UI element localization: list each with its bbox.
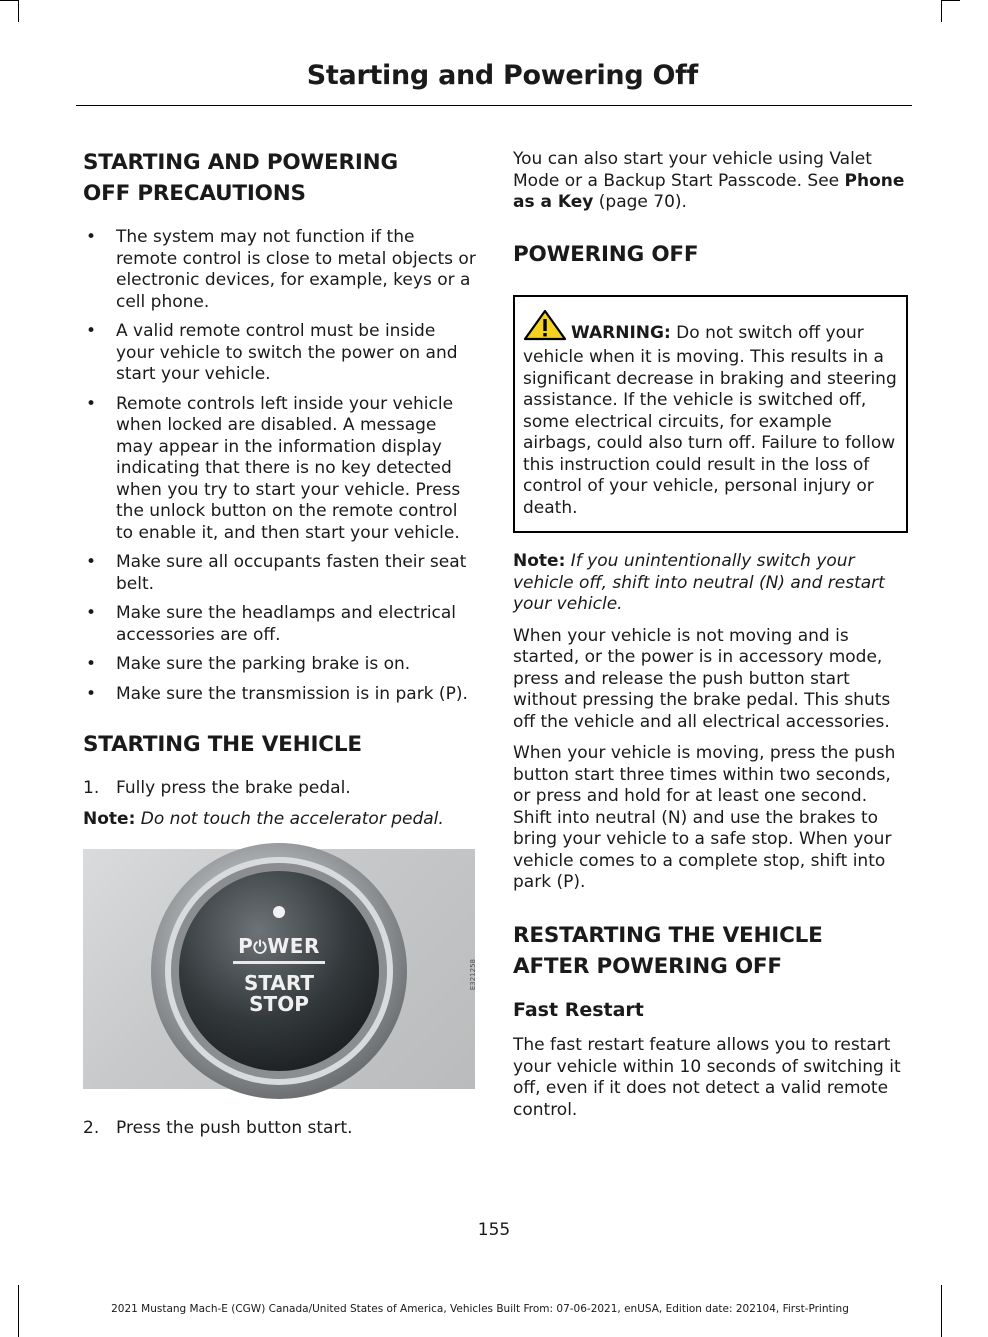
- note-label: Note:: [513, 551, 566, 571]
- intro-paragraph: You can also start your vehicle using Valet Mode or a Backup Start Passcode. See Phone as a Key (page 70).: [513, 149, 905, 212]
- list-item: • A valid remote control must be inside your vehicle to switch the power on and start your vehicle.: [83, 321, 478, 386]
- page-number: 155: [477, 1220, 511, 1240]
- list-item: • Make sure the transmission is in park (P).: [83, 684, 478, 706]
- crop-mark: [18, 0, 19, 22]
- note: [83, 809, 478, 831]
- restarting-heading-line1: RESTARTING THE VEHICLE: [513, 922, 823, 948]
- left-column: [83, 143, 478, 1140]
- warning-triangle-icon: [523, 309, 567, 348]
- precautions-heading-line1: STARTING AND POWERING: [83, 150, 398, 175]
- precautions-heading: [83, 147, 478, 209]
- start-label: START: [243, 971, 315, 995]
- crop-mark: [0, 0, 18, 1]
- list-item: • The system may not function if the remote control is close to metal objects or electronic devices, for example, keys or a cell phone.: [83, 227, 478, 313]
- page-title: Starting and Powering Off: [306, 60, 698, 91]
- crop-mark: [942, 0, 960, 1]
- step-text: Press the push button start.: [116, 1118, 353, 1138]
- paragraph-not-moving: When your vehicle is not moving and is started, or the power is in accessory mode, press and release the push button start without pressing the brake pedal. This shuts off the vehicle and all electrical accessories.: [513, 625, 891, 732]
- step-text: Fully press the brake pedal.: [116, 778, 351, 798]
- note: [513, 551, 908, 616]
- powering-off-heading: POWERING OFF: [513, 241, 699, 267]
- step-number: 2.: [83, 1118, 100, 1138]
- image-code: E321258: [469, 959, 477, 991]
- warning-text: Do not switch off your vehicle when it is moving. This results in a significant decrease in braking and steering assistance. If the vehicle is switched off, some electrical circuits, for example airbags, could also turn off. Failure to follow this instruction could result in the loss of control of your vehicle, personal injury or death.: [523, 322, 897, 518]
- note-label: Note:: [83, 808, 136, 829]
- precautions-list: [83, 227, 478, 705]
- right-column: [513, 149, 908, 1121]
- fast-restart-heading: Fast Restart: [513, 998, 644, 1021]
- push-button-start-image: [83, 849, 475, 1089]
- restarting-heading-line2: AFTER POWERING OFF: [513, 953, 782, 979]
- starting-heading: STARTING THE VEHICLE: [83, 732, 362, 757]
- header-rule: [76, 105, 912, 106]
- power-icon: ⏻: [253, 938, 268, 958]
- warning-label: WARNING:: [571, 322, 671, 343]
- paragraph-moving: When your vehicle is moving, press the push button start three times within two seconds, or press and hold for at least one second. Shift into neutral (N) and use the brakes to bring your vehicle to a safe stop. When your vehicle comes to a complete stop, shift into park (P).: [513, 743, 896, 892]
- stop-label: STOP: [249, 992, 309, 1016]
- list-item: • Make sure the headlamps and electrical accessories are off.: [83, 603, 478, 646]
- list-item: • Make sure all occupants fasten their seat belt.: [83, 552, 478, 595]
- power-label: P⏻WER: [238, 934, 320, 958]
- push-button-illustration: [83, 849, 475, 1089]
- restarting-heading: [513, 920, 908, 982]
- fast-restart-paragraph: The fast restart feature allows you to restart your vehicle within 10 seconds of switching it off, even if it does not detect a valid remote control.: [513, 1035, 901, 1120]
- warning-box: [513, 295, 908, 534]
- footer: 2021 Mustang Mach-E (CGW) Canada/United States of America, Vehicles Built From: 07-06-2021, enUSA, Edition date: 202104, First-Printing: [111, 1303, 849, 1315]
- note-text: Do not touch the accelerator pedal.: [140, 808, 444, 829]
- note-text: If you unintentionally switch your vehicle off, shift into neutral (N) and restart your vehicle.: [513, 551, 885, 614]
- crop-mark: [941, 0, 942, 22]
- precautions-heading-line2: OFF PRECAUTIONS: [83, 181, 306, 206]
- step-2: [83, 1118, 478, 1140]
- phone-as-key-link[interactable]: Phone as a Key: [513, 170, 905, 212]
- list-item: • Make sure the parking brake is on.: [83, 654, 478, 676]
- step-number: 1.: [83, 778, 100, 798]
- list-item: • Remote controls left inside your vehicle when locked are disabled. A message may appear in the information display indicating that there is no key detected when you try to start your vehicle. Press the unlock button on the remote control to enable it, and then start your vehicle.: [83, 394, 478, 545]
- step-1: [83, 778, 478, 800]
